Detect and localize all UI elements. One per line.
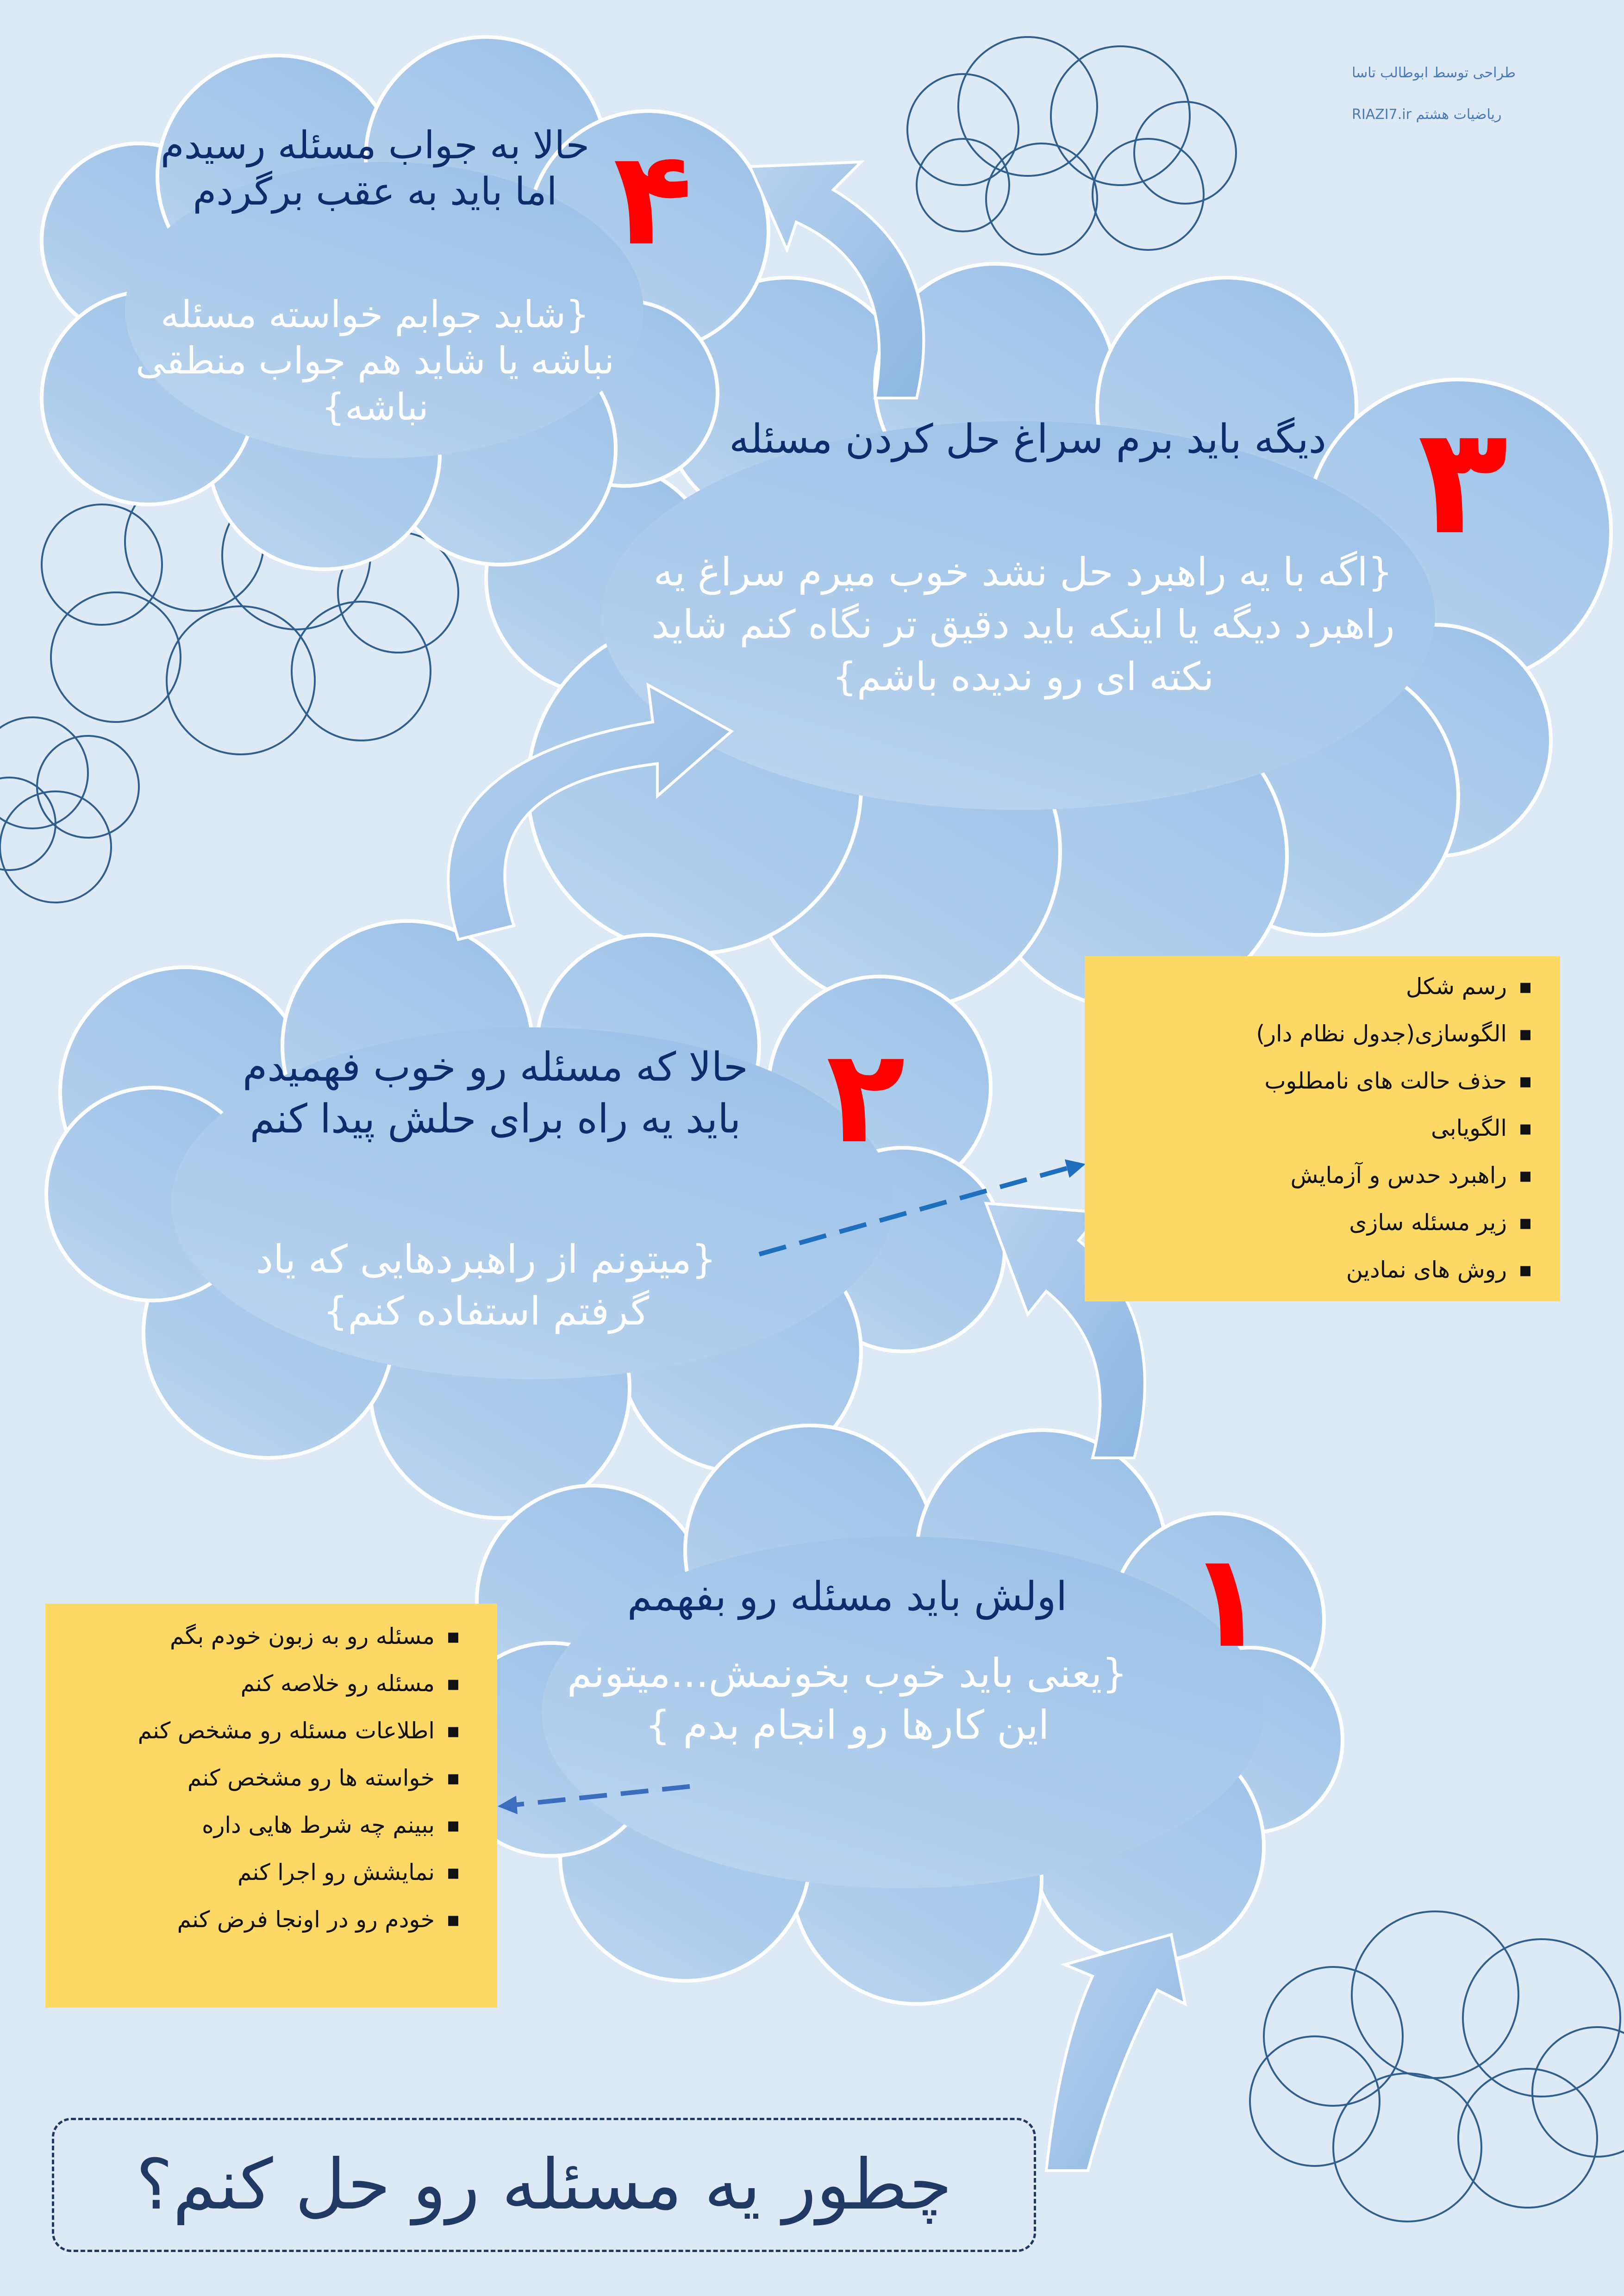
list-item: ▪ حذف حالت های نامطلوب — [1099, 1058, 1532, 1105]
list-item: ▪ خواسته ها رو مشخص کنم — [64, 1755, 460, 1802]
list-item: ▪ ببینم چه شرط هایی داره — [64, 1802, 460, 1849]
outline-cloud-left-edge — [0, 717, 139, 902]
list-item: ▪ اطلاعات مسئله رو مشخص کنم — [64, 1707, 460, 1755]
list-item: ▪ الگویابی — [1099, 1105, 1532, 1152]
credits — [1352, 65, 1560, 123]
list-item: ▪ الگوسازی(جدول نظام دار) — [1099, 1010, 1532, 1058]
credit-site: ریاضیات هشتم RIAZI7.ir — [1352, 106, 1502, 123]
cloud-step-2 — [46, 921, 1005, 1518]
step-2-detail: {میتونم از راهبردهایی که یاد گرفتم استفاده کنم} — [256, 1237, 717, 1334]
list-item: ▪ راهبرد حدس و آزمایش — [1099, 1152, 1532, 1199]
step-3-detail: {اگه با یه راهبرد حل نشد خوب میرم سراغ یه راهبرد دیگه یا اینکه باید دقیق تر نگاه کنم شاید نکته ای رو ندیده باشم} — [651, 549, 1395, 699]
step-2-title: حالا که مسئله رو خوب فهمیدم باید یه راه برای حلش پیدا کنم — [243, 1044, 748, 1142]
step-4-title: حالا به جواب مسئله رسیدم اما باید به عقب برگردم — [160, 124, 590, 214]
strategies-list — [1099, 963, 1532, 1294]
step-1-detail: {یعنی باید خوب بخونمش...میتونم این کارها رو انجام بدم } — [567, 1650, 1128, 1748]
outline-cloud-top-right — [907, 37, 1236, 255]
step-4-number: ۴ — [613, 124, 693, 274]
step-1-number: ۱ — [1187, 1526, 1267, 1677]
arrow-start-to-step1 — [1046, 1935, 1185, 2171]
credit-author: طراحی توسط ابوطالب تاسا — [1352, 65, 1516, 81]
list-item: ▪ مسئله رو خلاصه کنم — [64, 1660, 460, 1707]
question-box — [52, 2118, 1036, 2252]
outline-cloud-bottom-right — [1250, 1911, 1624, 2221]
list-item: ▪ روش های نمادین — [1099, 1246, 1532, 1294]
strategies-box — [1085, 956, 1560, 1301]
understanding-list — [64, 1613, 460, 1943]
step-2-number: ۲ — [826, 1021, 906, 1172]
dashed-line-arrowhead — [1065, 1159, 1086, 1178]
question-title: چطور یه مسئله رو حل کنم؟ — [136, 2145, 952, 2225]
list-item: ▪ مسئله رو به زبون خودم بگم — [64, 1613, 460, 1660]
step-4-detail: {شاید جوابم خواسته مسئله نباشه یا شاید هم جواب منطقی نباشه} — [136, 293, 614, 429]
list-item: ▪ نمایشش رو اجرا کنم — [64, 1849, 460, 1896]
list-item: ▪ رسم شکل — [1099, 963, 1532, 1010]
list-item: ▪ زیر مسئله سازی — [1099, 1199, 1532, 1246]
step-1-title: اولش باید مسئله رو بفهمم — [627, 1574, 1068, 1620]
list-item: ▪ خودم رو در اونجا فرض کنم — [64, 1896, 460, 1943]
step-3-number: ۳ — [1418, 395, 1508, 567]
step-3-title: دیگه باید برم سراغ حل کردن مسئله — [729, 416, 1326, 462]
understanding-box — [45, 1604, 497, 2008]
